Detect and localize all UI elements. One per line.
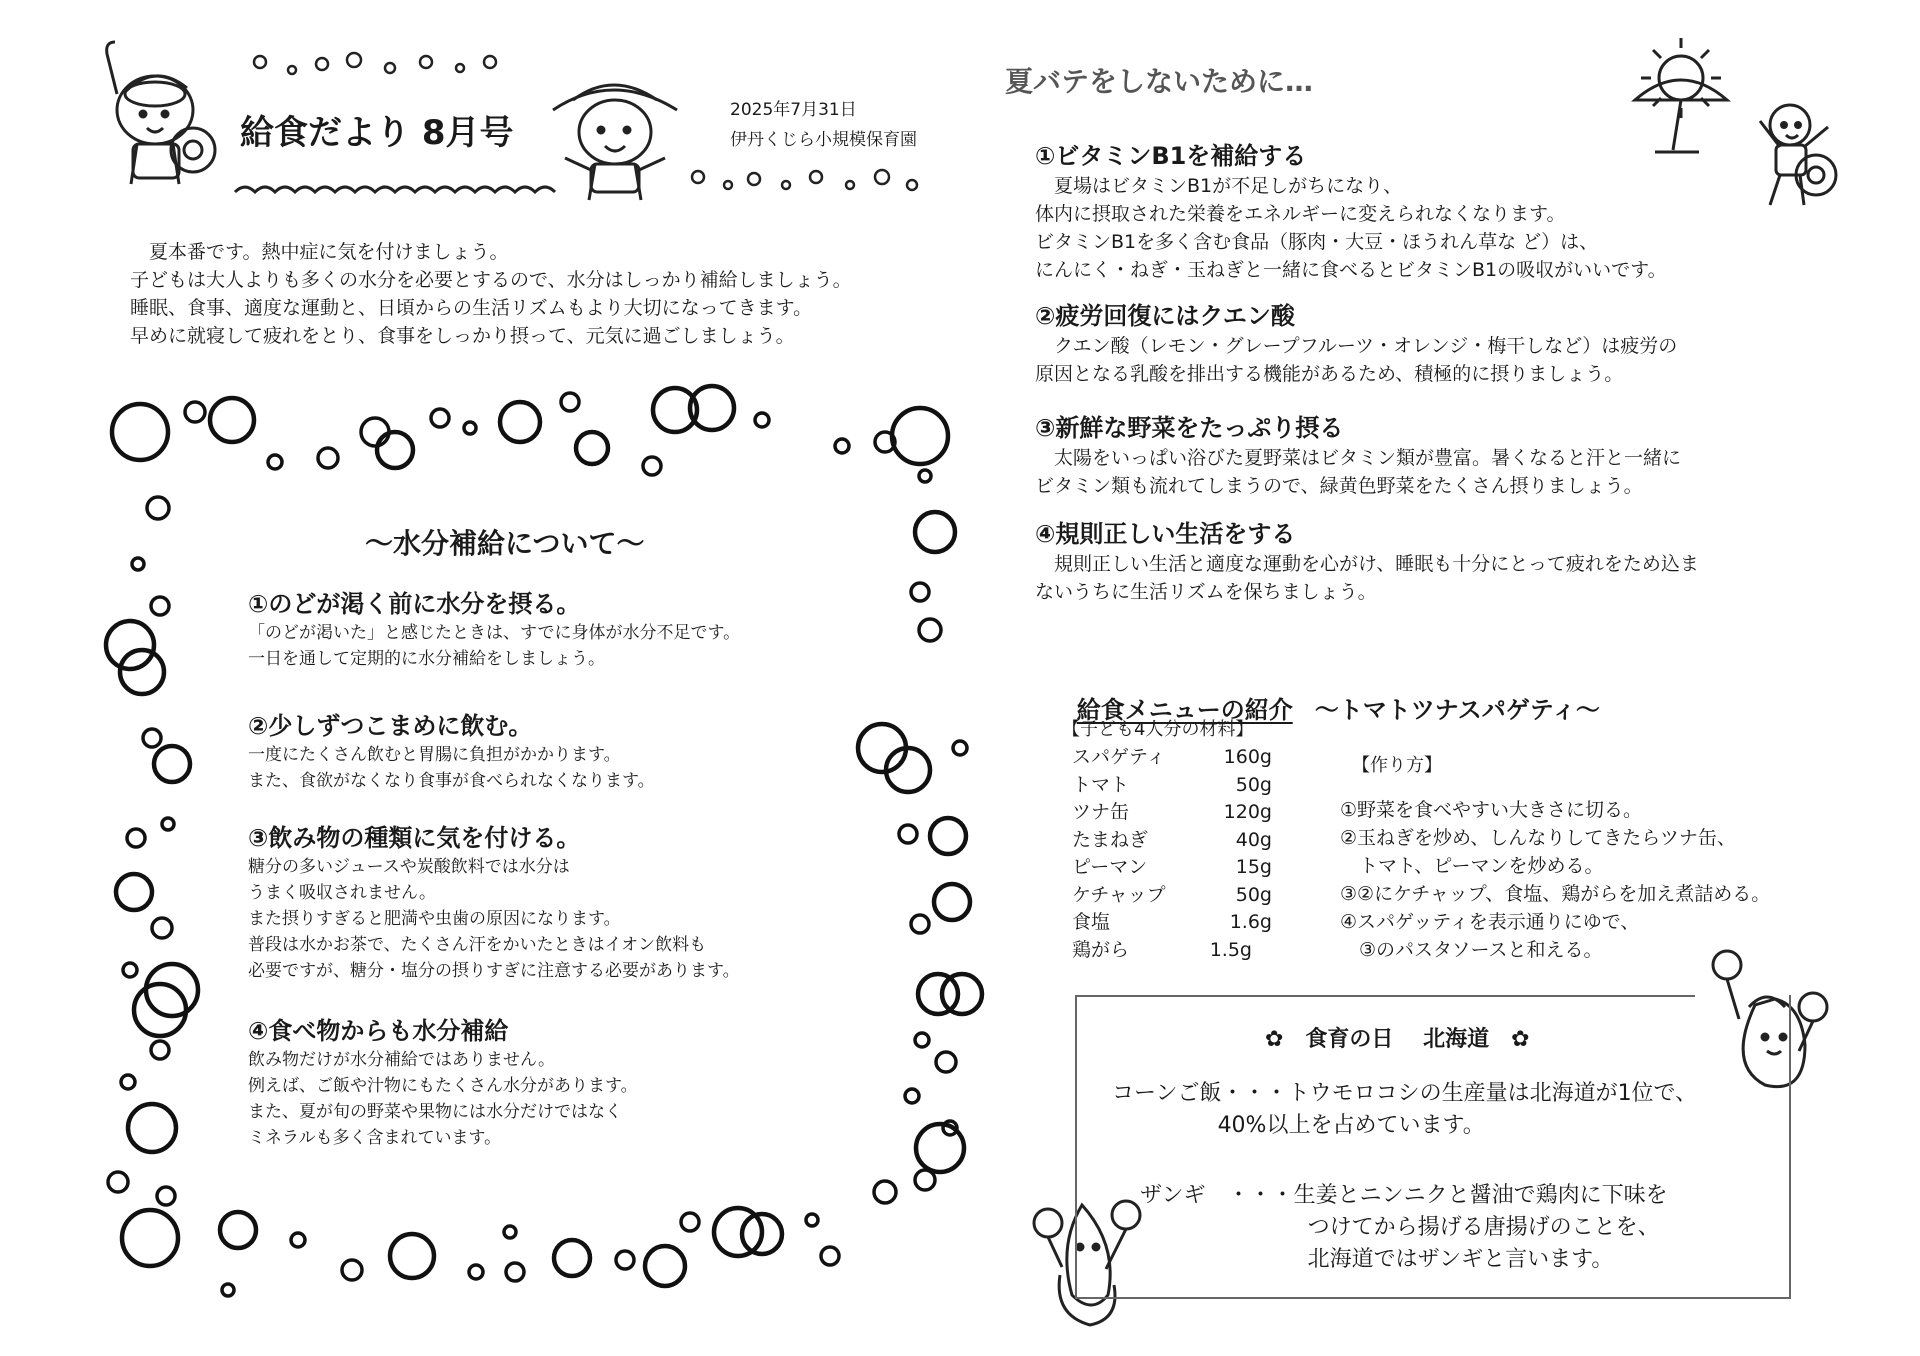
summer-section-1 (1035, 140, 1667, 284)
shokuiku-item-label: ザンギ ・・・ (1140, 1183, 1294, 1208)
ingredient-name: トマト (1072, 773, 1130, 796)
water-section-4 (248, 1015, 638, 1151)
bubble (132, 558, 144, 570)
ingredient-row (1072, 854, 1272, 882)
summer-heading: ②疲労回復にはクエン酸 (1035, 302, 1295, 330)
bubble (146, 964, 198, 1016)
bubble (806, 1214, 818, 1226)
intro-line: 早めに就寝して疲れをとり、食事をしっかり摂って、元気に過ごしましょう。 (130, 325, 795, 347)
bubble (911, 583, 929, 601)
water-heading: ①のどが渇く前に水分を摂る。 (248, 590, 581, 618)
bubble (361, 418, 389, 446)
water-line: また、夏が旬の野菜や果物には水分だけではなく (248, 1102, 622, 1122)
bubble (108, 1172, 128, 1192)
bubble (127, 829, 145, 847)
ingredient-name: 鶏がら (1072, 938, 1130, 961)
shokuiku-item-line: 生姜とニンニクと醤油で鶏肉に下味を (1293, 1183, 1668, 1208)
bubble (681, 1213, 699, 1231)
ingredient-amount: 15g (1235, 856, 1272, 878)
shokuiku-item-line: つけてから揚げる唐揚げのことを、 (1307, 1215, 1660, 1240)
bubble (874, 1181, 896, 1203)
summer-line: ビタミン類も流れてしまうので、緑黄色野菜をたくさん摂りましょう。 (1035, 475, 1643, 497)
summer-section-3 (1035, 412, 1681, 500)
water-line: 糖分の多いジュースや炭酸飲料では水分は (248, 857, 570, 877)
bubble (157, 1187, 175, 1205)
shokuiku-item-line: トウモロコシの生産量は北海道が1位で、 (1287, 1081, 1698, 1106)
ingredient-name: ピーマン (1072, 856, 1148, 878)
ingredient-row (1072, 827, 1272, 855)
bubble (210, 398, 254, 442)
bubble (554, 1240, 590, 1276)
bubble (152, 918, 172, 938)
bubble (122, 1210, 178, 1266)
bubble (899, 825, 917, 843)
summer-line: 太陽をいっぱい浴びた夏野菜はビタミン類が豊富。暑くなると汗と一緒に (1035, 447, 1682, 469)
intro-line: 夏本番です。熱中症に気を付けましょう。 (130, 241, 509, 263)
bubble (318, 448, 338, 468)
bubble (116, 874, 152, 910)
bubble (151, 597, 169, 615)
bubble (755, 413, 769, 427)
ingredient-amount: 1.6g (1229, 911, 1272, 933)
bubble (464, 422, 476, 434)
summer-line: クエン酸（レモン・グレープフルーツ・オレンジ・梅干しなど）は疲労の (1035, 335, 1678, 357)
bubble (222, 1284, 234, 1296)
bubble (915, 1033, 929, 1047)
water-line: うまく吸収されません。 (248, 883, 437, 903)
bubble (643, 457, 661, 475)
water-line: また、食欲がなくなり食事が食べられなくなります。 (248, 771, 655, 791)
bubble (390, 1234, 434, 1278)
bubble (112, 404, 168, 460)
summer-line: 原因となる乳酸を排出する機能があるため、積極的に摂りましょう。 (1035, 363, 1624, 385)
intro-text (130, 238, 852, 350)
water-section-3 (248, 822, 740, 984)
bubble (431, 409, 449, 427)
water-line: 例えば、ご飯や汁物にもたくさん水分があります。 (248, 1076, 638, 1096)
ingredient-row (1072, 882, 1272, 910)
ingredients-block (1062, 716, 1272, 964)
bubble (147, 497, 169, 519)
bubble (134, 984, 186, 1036)
ingredient-name: たまねぎ (1072, 828, 1149, 851)
bubble (835, 439, 849, 453)
ingredient-row (1072, 744, 1272, 772)
bubble (953, 741, 967, 755)
ingredient-row (1072, 937, 1272, 965)
bubble (106, 621, 154, 669)
step-line: ③②にケチャップ、食塩、鶏がらを加え煮詰める。 (1340, 883, 1771, 905)
bubble (504, 1226, 516, 1238)
ingredients-label: 【子ども4人分の材料】 (1062, 719, 1254, 740)
summer-section-4 (1035, 518, 1699, 606)
ingredient-row (1072, 909, 1272, 937)
water-line: 「のどが渇いた」と感じたときは、すでに身体が水分不足です。 (248, 623, 741, 643)
steps-label: 【作り方】 (1352, 755, 1442, 776)
bubble (506, 1263, 524, 1281)
bubble (143, 729, 161, 747)
shokuiku-item-line: 北海道ではザンギと言います。 (1307, 1247, 1614, 1272)
intro-line: 子どもは大人よりも多くの水分を必要とするので、水分はしっかり補給しましょう。 (130, 269, 852, 291)
bubble (645, 1246, 685, 1286)
bubble (151, 1041, 169, 1059)
shokuiku-item-corn (1112, 1078, 1697, 1142)
bubble (942, 974, 982, 1014)
summer-heading: ①ビタミンB1を補給する (1035, 142, 1307, 170)
bubble (936, 1052, 956, 1072)
step-line: ①野菜を食べやすい大きさに切る。 (1340, 799, 1643, 821)
bubble (121, 1075, 135, 1089)
ingredient-amount: 120g (1223, 801, 1272, 823)
summer-heading: ④規則正しい生活をする (1035, 520, 1296, 548)
water-section-2 (248, 710, 655, 794)
bubble (930, 818, 966, 854)
menu-title: 給食メニューの紹介 (1076, 696, 1293, 724)
issue-date: 2025年7月31日 (730, 100, 857, 120)
ingredient-amount: 160g (1223, 746, 1272, 768)
bubble (918, 974, 958, 1014)
ingredient-amount: 50g (1235, 883, 1272, 906)
bubble (185, 402, 205, 422)
water-line: ミネラルも多く含まれています。 (248, 1128, 502, 1148)
water-section-title: ～水分補給について～ (365, 527, 645, 560)
bubble (919, 470, 931, 482)
ingredient-row (1072, 772, 1272, 800)
bubble (576, 432, 608, 464)
bubble (291, 1233, 305, 1247)
bubble (934, 884, 970, 920)
shokuiku-title: ✿ 食育の日 北海道 ✿ (1265, 1027, 1530, 1052)
summer-section-2 (1035, 300, 1677, 388)
bubble (154, 746, 190, 782)
summer-heading: ③新鮮な野菜をたっぷり摂る (1035, 414, 1344, 442)
water-line: 普段は水かお茶で、たくさん汗をかいたときはイオン飲料も (248, 935, 707, 955)
shokuiku-box-top-left (1075, 995, 1695, 997)
bubble (915, 1170, 935, 1190)
bubble (905, 1089, 919, 1103)
step-line: ③のパスタソースと和える。 (1340, 939, 1603, 961)
summer-line: 規則正しい生活と適度な運動を心がけ、睡眠も十分にとって疲れをため込ま (1035, 553, 1699, 575)
ingredient-row (1072, 799, 1272, 827)
water-section-1 (248, 588, 740, 672)
bubble (919, 619, 941, 641)
bubble (561, 393, 579, 411)
menu-dish: ～トマトツナスパゲティ～ (1314, 696, 1600, 724)
bubble (120, 650, 164, 694)
water-line: 必要ですが、糖分・塩分の摂りすぎに注意する必要があります。 (248, 961, 740, 981)
step-line: ④スパゲッティを表示通りにゆで、 (1340, 911, 1640, 933)
bubble (128, 1104, 176, 1152)
summer-section-title: 夏バテをしないために… (1005, 65, 1314, 98)
ingredient-amount: 50g (1235, 773, 1272, 796)
bubble (342, 1260, 362, 1280)
water-heading: ③飲み物の種類に気を付ける。 (248, 824, 581, 852)
step-line: ②玉ねぎを炒め、しんなりしてきたらツナ缶、 (1340, 827, 1736, 849)
ingredient-amount: 40g (1235, 828, 1272, 851)
water-line: 一日を通して定期的に水分補給をしましょう。 (248, 649, 605, 669)
water-line: また摂りすぎると肥満や虫歯の原因になります。 (248, 909, 621, 929)
steps-block (1340, 752, 1770, 964)
organization-name: 伊丹くじら小規模保育園 (730, 130, 917, 150)
water-heading: ④食べ物からも水分補給 (248, 1017, 509, 1045)
bubble (123, 963, 137, 977)
bubble (268, 455, 282, 469)
bubble (500, 402, 540, 442)
summer-line: 体内に摂取された栄養をエネルギーに変えられなくなります。 (1035, 203, 1566, 225)
ingredient-name: ツナ缶 (1072, 801, 1130, 823)
shokuiku-item-zangi (1140, 1180, 1668, 1276)
summer-line: ないうちに生活リズムを保ちましょう。 (1035, 581, 1377, 603)
ingredient-name: スパゲティ (1072, 746, 1166, 768)
bubble (892, 408, 948, 464)
page-title: 給食だより 8月号 (240, 113, 514, 153)
shokuiku-item-label: コーンご飯・・・ (1112, 1081, 1288, 1106)
bubble (911, 915, 929, 933)
intro-line: 睡眠、食事、適度な運動と、日頃からの生活リズムもより大切になってきます。 (130, 297, 813, 319)
ingredient-name: ケチャップ (1072, 883, 1166, 906)
bubble (616, 1251, 634, 1269)
bubble (377, 432, 413, 468)
bubble (220, 1212, 256, 1248)
water-heading: ②少しずつこまめに飲む。 (248, 712, 533, 740)
water-line: 飲み物だけが水分補給ではありません。 (248, 1050, 556, 1070)
summer-line: ビタミンB1を多く含む食品（豚肉・大豆・ほうれん草な ど）は、 (1035, 231, 1599, 253)
bubble (915, 512, 955, 552)
water-line: 一度にたくさん飲むと胃腸に負担がかかります。 (248, 745, 621, 765)
step-line: トマト、ピーマンを炒める。 (1340, 855, 1604, 877)
summer-line: 夏場はビタミンB1が不足しがちになり、 (1035, 175, 1403, 197)
shokuiku-item-line: 40%以上を占めています。 (1217, 1113, 1485, 1138)
ingredient-name: 食塩 (1072, 911, 1111, 933)
ingredient-amount: 1.5g (1209, 938, 1252, 961)
bubble (821, 1247, 839, 1265)
bubble (162, 818, 174, 830)
bubble (469, 1265, 483, 1279)
summer-line: にんにく・ねぎ・玉ねぎと一緒に食べるとビタミンB1の吸収がいいです。 (1035, 259, 1667, 281)
